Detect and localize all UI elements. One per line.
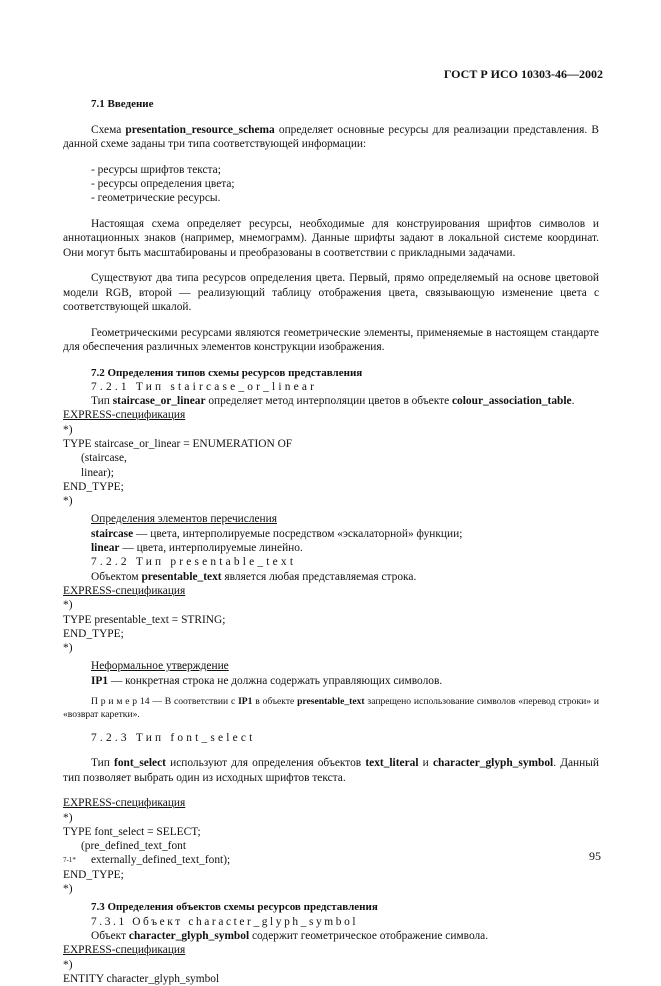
code-line: *) [63, 423, 73, 436]
colour-paragraph: Существуют два типа ресурсов определения цвета. Первый, прямо определяемый на основе цветовой модели RGB, второй — реализующий таблицу отображения цвета, связывающую изменение цвета с соответствующей шкалой. [63, 272, 599, 313]
express-spec-label: EXPRESS-спецификация [63, 409, 186, 422]
enum-item: linear — цвета, интерполируемые линейно. [91, 542, 303, 555]
section-7-1-title: 7.1 Введение [91, 98, 154, 110]
section-7-2-title: 7.2 Определения типов схемы ресурсов представления [91, 366, 363, 379]
geometry-paragraph: Геометрическими ресурсами являются геометрические элементы, применяемые в настоящем стандарте для обеспечения различных элементов конструкции изображения. [63, 326, 599, 353]
intro-paragraph: Схема presentation_resource_schema определяет основные ресурсы для реализации представления. В данной схеме заданы три типа соответствующей информации: [63, 123, 599, 150]
section-7-3-title: 7.3 Определения объектов схемы ресурсов представления [91, 901, 378, 914]
code-line: *) [63, 495, 73, 508]
code-line: linear); [81, 466, 114, 479]
express-spec-label: EXPRESS-спецификация [63, 584, 186, 597]
code-line: TYPE staircase_or_linear = ENUMERATION OF [63, 437, 293, 450]
code-line: TYPE font_select = SELECT; [63, 825, 201, 838]
footer-sheet-mark: 7-1* [63, 856, 76, 864]
example-note: П р и м е р 14 — В соответствии с IP1 в объекте presentable_text запрещено использование символов «перевод строки» и «возврат каретки». [63, 696, 599, 720]
code-line: ENTITY character_glyph_symbol [63, 972, 220, 985]
type-description: Объектом presentable_text является любая представляемая строка. [91, 570, 417, 583]
express-spec-label: EXPRESS-спецификация [63, 944, 186, 957]
bullet-item: - ресурсы шрифтов текста; [91, 163, 221, 176]
bullet-item: - геометрические ресурсы. [91, 192, 221, 205]
code-line: END_TYPE; [63, 480, 124, 493]
code-line: *) [63, 642, 73, 655]
code-line: (staircase, [81, 452, 127, 465]
code-line: END_TYPE; [63, 868, 124, 881]
code-line: END_TYPE; [63, 627, 124, 640]
enum-definitions-title: Определения элементов перечисления [91, 513, 277, 526]
standard-header: ГОСТ Р ИСО 10303-46—2002 [443, 67, 603, 81]
informal-proposition-title: Неформальное утверждение [91, 660, 229, 673]
express-spec-label: EXPRESS-спецификация [63, 797, 186, 810]
bullet-item: - ресурсы определения цвета; [91, 177, 235, 190]
type-description: Тип font_select используют для определения объектов text_literal и character_glyph_symbol. Данный тип позволяет выбрать один из исходных шрифтов текста. [63, 757, 599, 784]
entity-description: Объект character_glyph_symbol содержит геометрическое отображение символа. [91, 929, 489, 942]
code-line: *) [63, 883, 73, 896]
type-heading-font-select: 7.2.3 Тип font_select [91, 731, 256, 744]
enum-item: staircase — цвета, интерполируемые посредством «эскалаторной» функции; [91, 527, 463, 540]
type-heading-presentable-text: 7.2.2 Тип presentable_text [91, 556, 297, 569]
code-line: *) [63, 599, 73, 612]
code-line: *) [63, 811, 73, 824]
code-line: externally_defined_text_font); [91, 854, 231, 867]
code-line: (pre_defined_text_font [81, 840, 187, 853]
type-heading-staircase: 7.2.1 Тип staircase_or_linear [91, 380, 318, 393]
code-line: TYPE presentable_text = STRING; [63, 613, 226, 626]
informal-proposition: IP1 — конкретная строка не должна содержать управляющих символов. [91, 674, 443, 687]
type-description: Тип staircase_or_linear определяет метод интерполяции цветов в объекте colour_association_table. [91, 395, 575, 408]
page-number: 95 [589, 849, 601, 863]
entity-heading-character-glyph-symbol: 7.3.1 Объект character_glyph_symbol [91, 915, 359, 928]
fonts-paragraph: Настоящая схема определяет ресурсы, необходимые для конструирования шрифтов символов и аннотационных знаков (например, мнемограмм). Данные шрифты задают в локальной системе координат. Они могут быть масштабированы и преобразованы в соответствии с прикладными задачами. [63, 217, 599, 259]
code-line: *) [63, 958, 73, 971]
page-body [63, 97, 599, 986]
